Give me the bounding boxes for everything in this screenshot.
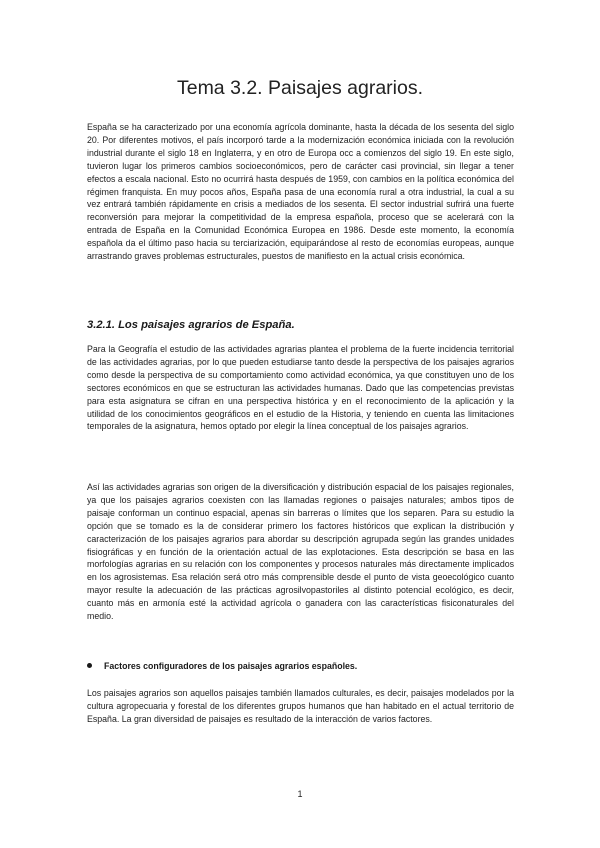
geography-paragraph: Para la Geografía el estudio de las actividades agrarias plantea el problema de la fuerte incidencia territorial de las actividades agrarias, por lo que pueden estudiarse tanto desde la perspectiva de los paisajes agrarios como desde la perspectiva de su comportamiento como actividad económica, ya que constituyen uno de los sectores económicos en que se estructuran las actividades humanas. Dado que las competencias previstas para esta asignatura se cifran en una perspectiva histórica y en el reconocimiento de la aplicación y la utilidad de los conocimientos geográficos en el estudio de la Historia, y teniendo en cuenta las limitaciones temporales de la asignatura, hemos optado por elegir la línea conceptual de los paisajes agrarios. [87, 344, 514, 432]
page-number: 1 [297, 789, 303, 799]
bullet-dot-icon [87, 663, 92, 668]
activities-paragraph: Así las actividades agrarias son origen de la diversificación y distribución espacial de los paisajes regionales, ya que los paisajes agrarios coexisten con las llamadas regiones o paisajes naturales; ambos tipos de paisaje conforman un continuo espacial, apenas sin barreras o límites que los separen. Para su estudio la opción que se tomado es la de considerar primero los factores históricos que explican la distribución y caracterización de los paisajes agrarios para abordar su descripción agrupada según las grandes unidades fisiográficas y en función de la orientación actual de las explotaciones. Esta descripción se basa en las morfologías agrarias en su relación con los componentes y procesos naturales más directamente implicados en los agrosistemas. Esa relación será otro más comprensible desde el punto de vista geoecológico cuanto mayor resulte la adecuación de las prácticas agrosilvopastoriles al distinto potencial ecológico, es decir, cuanto más en armonía esté la actividad agrícola o ganadera con las características fisiconaturales del medio. [87, 482, 514, 622]
intro-paragraph: España se ha caracterizado por una economía agrícola dominante, hasta la década de los sesenta del siglo 20. Por diferentes motivos, el país incorporó tarde a la modernización económica iniciada con la revolución industrial durante el siglo 18 en Inglaterra, y en otro de Europa occ a comienzos del siglo 19. En este siglo, tuvieron lugar los primeros cambios socioeconómicos, pero de carácter casi provincial, sin llegar a tener efectos a escala nacional. Esto no ocurrirá hasta después de 1959, con cambios en la política económica del régimen franquista. En muy pocos años, España pasa de una economía rural a otra industrial, la cual a su vez entrará también rápidamente en crisis a mediados de los sesenta. El sector industrial sufrirá una fuerte reconversión para mejorar la competitividad de la empresa española, proceso que se acelerará con la entrada de España en la Comunidad Económica Europea en 1986. Desde este momento, la economía española da el último paso hacia su terciarización, equiparándose al resto de economías europeas, aunque arrastrando graves problemas estructurales, puestos de manifiesto en la actual crisis económica. [87, 122, 514, 262]
bullet-text: Factores configuradores de los paisajes agrarios españoles. [104, 661, 358, 671]
landscapes-paragraph: Los paisajes agrarios son aquellos paisajes también llamados culturales, es decir, paisajes modelados por la cultura agropecuaria y forestal de los diferentes grupos humanos que han habitado en el actual territorio de España. La gran diversidad de paisajes es resultado de la interacción de varios factores. [87, 688, 514, 724]
section-heading: 3.2.1. Los paisajes agrarios de España. [87, 319, 295, 331]
page-title: Tema 3.2. Paisajes agrarios. [176, 77, 424, 99]
bullet-item [87, 660, 357, 673]
